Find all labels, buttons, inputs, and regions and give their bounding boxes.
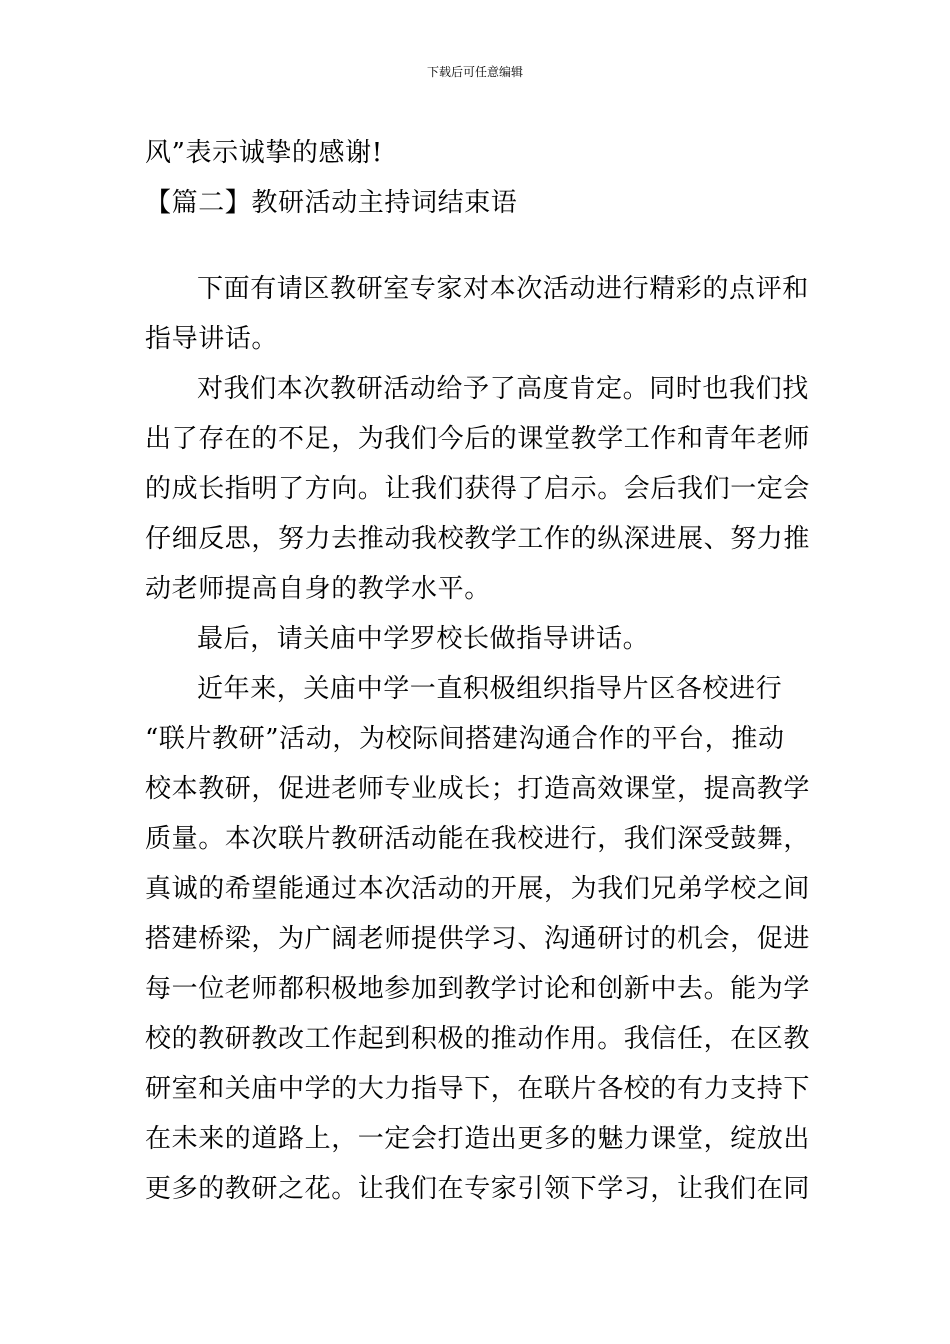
text-line: 风”表示诚挚的感谢! <box>145 138 383 168</box>
text-line: 搭建桥梁，为广阔老师提供学习、沟通研讨的机会，促进 <box>145 924 811 954</box>
text-line: 对我们本次教研活动给予了高度肯定。同时也我们找 <box>197 374 809 404</box>
text-line: “联片教研”活动，为校际间搭建沟通合作的平台，推动 <box>145 724 785 754</box>
text-line: 出了存在的不足，为我们今后的课堂教学工作和青年老师 <box>145 424 811 454</box>
text-line: 最后，请关庙中学罗校长做指导讲话。 <box>197 624 650 654</box>
text-line: 的成长指明了方向。让我们获得了启示。会后我们一定会 <box>145 474 811 504</box>
text-line: 下面有请区教研室专家对本次活动进行精彩的点评和 <box>197 274 809 304</box>
text-line: 指导讲话。 <box>145 324 279 354</box>
document-body <box>145 128 810 1214</box>
page-header: 下载后可任意编辑 <box>426 65 523 79</box>
section-heading: 【篇二】教研活动主持词结束语 <box>145 188 518 218</box>
text-line: 在未来的道路上，一定会打造出更多的魅力课堂，绽放出 <box>145 1124 811 1154</box>
text-line: 更多的教研之花。让我们在专家引领下学习，让我们在同 <box>145 1174 811 1204</box>
text-line: 每一位老师都积极地参加到教学讨论和创新中去。能为学 <box>145 974 811 1004</box>
text-line: 质量。本次联片教研活动能在我校进行，我们深受鼓舞， <box>145 824 811 854</box>
text-line: 仔细反思，努力去推动我校教学工作的纵深进展、努力推 <box>145 524 811 554</box>
text-line: 校的教研教改工作起到积极的推动作用。我信任，在区教 <box>145 1024 811 1054</box>
text-line: 研室和关庙中学的大力指导下，在联片各校的有力支持下 <box>145 1074 811 1104</box>
text-line: 校本教研，促进老师专业成长；打造高效课堂，提高教学 <box>145 774 811 804</box>
text-line: 近年来，关庙中学一直积极组织指导片区各校进行 <box>197 674 783 704</box>
text-line: 动老师提高自身的教学水平。 <box>145 574 491 604</box>
text-line: 真诚的希望能通过本次活动的开展，为我们兄弟学校之间 <box>145 874 811 904</box>
paragraph-gap <box>145 228 810 264</box>
